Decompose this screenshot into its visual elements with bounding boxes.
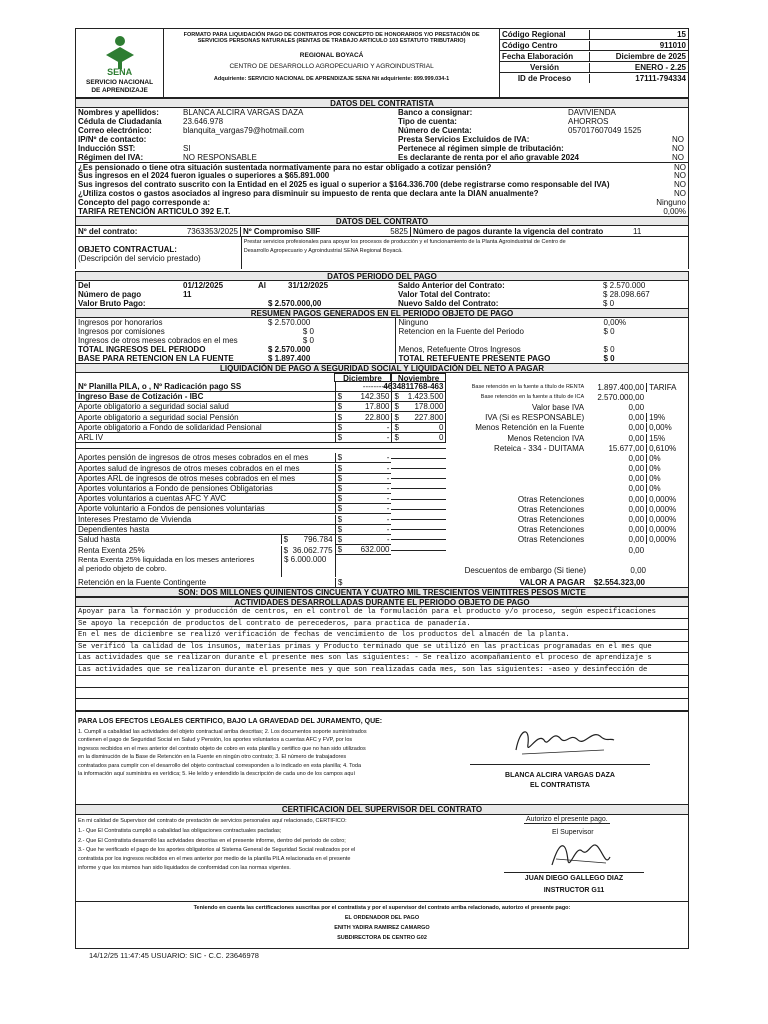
section-liquidacion: LIQUIDACIÓN DE PAGO A SEGURIDAD SOCIAL Y LIQUIDACIÓN DEL NETO A PAGAR bbox=[75, 363, 689, 373]
liquidacion-row: Aporte obligatorio a Fondo de solidaridad Pensional $ - $ 0 Menos Retención en la Fuente 0,00 0,00% bbox=[76, 423, 688, 433]
contratista-name: BLANCA ALCIRA VARGAS DAZA bbox=[505, 771, 615, 779]
contratista-grid bbox=[75, 108, 689, 162]
header-meta bbox=[499, 29, 688, 97]
col-noviembre: Noviembre bbox=[391, 373, 446, 382]
sena-logo-icon bbox=[100, 35, 140, 69]
liquidacion-row: Aporte voluntario a Fondos de pensiones voluntarias $ - Otras Retenciones 0,00 0,000% bbox=[76, 504, 688, 514]
actividad-line: Las actividades que se realizaron durante el presente mes y que son realizadas cada mes, son las siguientes: -aseo y desinfección de bbox=[76, 665, 688, 677]
form-title: SERVICIOS PERSONAS NATURALES (RENTAS DE TRABAJO ARTICULO 103 ESTATUTO TRIBUTARIO) bbox=[197, 38, 466, 44]
actividad-line: Se verificó la calidad de los insumos, materias primas y Producto terminado que se utilizó en las practicas programadas en el mes que bbox=[76, 642, 688, 654]
email-value: blanquita_vargas79@hotmail.com bbox=[183, 126, 305, 135]
actividad-line bbox=[76, 688, 688, 700]
logo-caption: DE APRENDIZAJE bbox=[91, 87, 148, 94]
liquidacion-row: Aportes salud de ingresos de otros meses cobrados en el mes $ - 0,00 0% bbox=[76, 464, 688, 474]
liquidacion-row: Salud hasta $ 796.784 $ - Otras Retenciones 0,00 0,000% bbox=[76, 535, 688, 545]
centro-name: CENTRO DE DESARROLLO AGROPECUARIO Y AGROINDUSTRIAL bbox=[229, 63, 434, 70]
supervisor-signature-icon bbox=[546, 835, 616, 873]
liquidacion-row: Ingreso Base de Cotización - IBC $ 142.350 $ 1.423.500 Base retención en la fuente a título de ICA 2.570.000,00 bbox=[78, 392, 645, 402]
regional-name: REGIONAL BOYACÁ bbox=[299, 52, 364, 59]
valor-a-pagar-label: VALOR A PAGAR bbox=[519, 577, 585, 587]
contratista-left: Nombres y apellidos: BLANCA ALCIRA VARGAS DAZA Cédula de Ciudadanía 23.646.978 Correo electrónico: blanquita_vargas79@hotmail.com IP/Nº de contacto: Inducción SST: SI Régimen del IVA: NO RESPONSABLE bbox=[78, 108, 305, 162]
logo-block bbox=[76, 29, 164, 97]
contrato-row: Nº del contrato: 7363353/2025 Nº Compromiso SIIF 5825 Número de pagos durante la vigencia del contrato 11 bbox=[75, 226, 689, 237]
liquidacion-row: Aportes voluntarios a Fondo de pensiones Obligatorias $ - 0,00 0% bbox=[76, 484, 688, 494]
supervisor-name: JUAN DIEGO GALLEGO DIAZ bbox=[524, 874, 624, 882]
section-contratista: DATOS DEL CONTRATISTA bbox=[75, 98, 689, 108]
meta-row: ID de Proceso 17111-794334 bbox=[500, 73, 688, 84]
certificacion-block: PARA LOS EFECTOS LEGALES CERTIFICO, BAJO LA GRAVEDAD DEL JURAMENTO, QUE: 1. Cumplí a cabalidad las actividades del objeto contractual arriba descritas; 2. Los documentos soporte suministrados contienen el pago de Seguridad Social en Salud y Pensión, los aportes voluntarios a cuentas AFC y FVP, por los ingresos recibidos en el mes anterior del contrato objeto de cobro en esta planilla y certifico que no han sido utilizados en la disminución de la Base de Retención en la Fuente en ningún otro contrato; 3. El número de trabajadores contratados para cumplir con el desarrollo del objeto contractual corresponden a lo indicado en esta planilla; 4. Toda la información aquí suministra es verídica; 5. He leído y entendido la descripción de cada uno de los campos aquí BLANCA ALCIRA VARGAS DAZA EL CONTRATISTA bbox=[75, 711, 689, 805]
liquidacion-row: Nº Planilla PILA, o , Nº Radicación pago SS ---------- 4634811768-463 Base retención en la fuente a título de RENTA 1.897.400,00 TARIFA bbox=[76, 382, 688, 392]
objeto-text: Prestar servicios profesionales para apoyar los procesos de producción y el funcionamiento de la Planta Agroindustrial de Centro de bbox=[243, 239, 566, 245]
supervisor-block: En mi calidad de Supervisor del contrato de prestación de servicios personales aquí relacionado, CERTIFICO: 1.- Que El Contratista cumplió a cabalidad las obligaciones contractuales pactadas; 2.- Que El Contratista desarrolló las actividades descritas en el presente informe, dentro del periodo de cobro; 3.- Que he verificado el pago de los aportes obligatorios al Sistema General de Seguridad Social realizados por el contratista por los ingresos recibidos en el mes anterior por medio de la planilla PILA relacionada en el presente informe y que los mismos han sido liquidados de conformidad con las normas vigentes. Autorizo el presente pago. El Supervisor JUAN DIEGO GALLEGO DIAZ INSTRUCTOR G11 bbox=[75, 815, 689, 902]
liquidacion-row: Reteica - 334 - DUITAMA 15.677,00 0,610% bbox=[76, 443, 688, 453]
actividades-list bbox=[75, 607, 689, 711]
periodo-grid: Del 01/12/2025 Al 31/12/2025 Número de pago 11 Valor Bruto Pago: $ 2.570.000,00 Saldo Anterior del Contrato: $ 2.570.000 Valor Total del Contrato: $ 28.098.667 Nuevo Saldo del Contrato: $ 0 bbox=[75, 281, 689, 308]
section-periodo: DATOS PERIODO DEL PAGO bbox=[75, 271, 689, 281]
liquidacion-row: Aporte obligatorio a seguridad social salud $ 17.800 $ 178.000 Valor base IVA 0,00 bbox=[78, 402, 645, 412]
liquidacion-row: Aportes voluntarios a cuentas AFC Y AVC $ - Otras Retenciones 0,00 0,000% bbox=[76, 494, 688, 504]
meta-row: Fecha Elaboración Diciembre de 2025 bbox=[502, 51, 686, 61]
form-title: FORMATO PARA LIQUIDACIÓN PAGO DE CONTRATOS POR CONCEPTO DE HONORARIOS Y/O PRESTACIÓN DE bbox=[183, 32, 480, 38]
objeto-text: Desarrollo Agropecuario y Agroindustrial SENA Regional Boyacá. bbox=[243, 248, 403, 254]
form-header bbox=[75, 28, 689, 98]
contratista-signature-icon bbox=[508, 720, 618, 762]
objeto-row: OBJETO CONTRACTUAL: (Descripción del servicio prestado) Prestar servicios profesionales para apoyar los procesos de producción y el funcionamiento de la Planta Agroindustrial de Centro de Desarrollo Agropecuario y Agroindustrial SENA Regional Boyacá. bbox=[75, 237, 689, 269]
logo-text: SENA bbox=[107, 67, 133, 77]
meta-row: Código Centro 911010 bbox=[502, 40, 686, 50]
meta-row: Versión ENERO - 2.25 bbox=[500, 62, 688, 73]
actividad-line bbox=[76, 676, 688, 688]
col-diciembre: Diciembre bbox=[334, 373, 391, 382]
liquidacion-row: ARL IV $ - $ 0 Menos Retencion IVA 0,00 15% bbox=[76, 433, 688, 443]
adquiriente: Adquiriente: SERVICIO NACIONAL DE APRENDIZAJE SENA Nit adquiriente: 899.999.034-1 bbox=[213, 76, 450, 82]
liquidacion-row: Renta Exenta 25% $ 36.062.775 $ 632.000 0,00 bbox=[78, 545, 645, 555]
objeto-label: OBJETO CONTRACTUAL: bbox=[78, 245, 177, 254]
actividad-line bbox=[76, 699, 688, 711]
actividad-line: Apoyar para la formación y producción de centros, en el control de la formulación para el producto y/o proceso, según especificaciones bbox=[76, 607, 688, 619]
liquidacion-row: Aportes ARL de ingresos de otros meses cobrados en el mes $ - 0,00 0% bbox=[76, 474, 688, 484]
contratista-right: Banco a consignar: DAVIVIENDA Tipo de cuenta: AHORROS Número de Cuenta: 057017607049 1525 Presta Servicios Excluidos de IVA: NO Pertenece al régimen simple de tributación: NO Es declarante de renta por el año gravable 2024 NO bbox=[398, 108, 684, 162]
liquidacion-row: Dependientes hasta $ - Otras Retenciones 0,00 0,000% bbox=[76, 525, 688, 535]
resumen-grid: Ingresos por honorarios $ 2.570.000 Ingresos por comisiones $ 0 Ingresos de otros meses cobrados en el mes $ 0 TOTAL INGRESOS DEL PERIODO $ 2.570.000 BASE PARA RETENCION EN LA FUENTE $ 1.897.400 Ninguno 0,00% Retencion en la Fuente del Periodo $ 0 Menos, Retefuente Otros Ingresos $ 0 TOTAL RETEFUENTE PRESENTE PAGO $ 0 bbox=[75, 318, 689, 363]
son-line: SON: DOS MILLONES QUINIENTOS CINCUENTA Y CUATRO MIL TRESCIENTOS VEINTITRES PESOS M/CTE bbox=[75, 587, 689, 597]
liquidacion-row: Aporte obligatorio a seguridad social Pensión $ 22.800 $ 227.800 IVA (Si es RESPONSABLE) 0,00 19% bbox=[76, 413, 688, 423]
contratista-questions: ¿Es pensionado o tiene otra situación sustentada normativamente para no estar obligado a cotizar pensión? NO Sus ingresos en el 2024 fueron iguales o superiores a $65.891.000 NO Sus ingresos del contrato suscrito con la Entidad en el 2025 es igual o superior a $164.336.700 (debe registrarse como responsable del IVA) NO ¿Utiliza costos o gastos asociados al ingreso para disminuir su impuesto de renta que declara ante la DIAN anualmente? NO Concepto del pago corresponde a: Ninguno TARIFA RETENCIÓN ARTICULO 392 E.T. 0,00% bbox=[75, 162, 689, 216]
footer-stamp: 14/12/25 11:47:45 USUARIO: SIC - C.C. 23646978 bbox=[89, 950, 259, 960]
ordenador-block: Teniendo en cuenta las certificaciones suscritas por el contratista y por el supervisor del contrato arriba relacionado, autorizo el presente pago: EL ORDENADOR DEL PAGO ENITH YADIRA RAMIREZ CAMARGO SUBDIRECTORA DE CENTRO G02 bbox=[75, 902, 689, 949]
actividad-line: En el mes de diciembre se realizó verificación de fechas de vencimiento de los productos del almacén de la planta. bbox=[76, 630, 688, 642]
liquidation-form: SENA SERVICIO NACIONAL DE APRENDIZAJE FORMATO PARA LIQUIDACIÓN PAGO DE CONTRATOS POR CONCEPTO DE HONORARIOS Y/O PRESTACIÓN DE SERVICIOS PERSONAS NATURALES (RENTAS DE TRABAJO ARTICULO 103 ESTATUTO TRIBUTARIO) REGIONAL BOYACÁ CENTRO DE DESARROLLO AGROPECUARIO Y AGROINDUSTRIAL Adquiriente: SERVICIO NACIONAL DE APRENDIZAJE SENA Nit adquiriente: 899.999.034-1 Código Regional 15 Código Centro 911010 Fecha Elaboración Diciembre de 2025 Versión ENERO - 2.25 ID de Proceso 17111-794334 DATOS DEL CONTRATISTA Nombres y apellidos: BLANCA ALCIRA VARGAS DAZA Cédula de Ciudadanía 23.646.978 Correo electrónico: blanquita_vargas79@hotmail.com IP/Nº de contacto: Inducción SST: SI Régimen del IVA: NO RESPONSABLE Banco a consignar: DAVIVIENDA Tipo de cuenta: AHORROS Número de Cuenta: 057017607049 1525 Presta Servicios Excluidos de IVA: NO Pertenece al régimen simple de tributación: NO Es declarante de renta por el año gravable 2024 NO ¿Es pensionado o tiene otra situación sustentada normativamente para no estar obligado a cotizar pensión? NO Sus ingresos en el 2024 fueron iguales o superiores a $65.891.000 NO Sus ingresos del contrato suscrito con la Entidad en el 2025 es igual o superior a $164.336.700 (debe registrarse como responsable del IVA) NO ¿Utiliza costos o gastos asociados al ingreso para disminuir su impuesto de renta que declara ante la DIAN anualmente? NO Concepto del pago corresponde a: Ninguno TARIFA RETENCIÓN ARTICULO 392 E.T. 0,00% DATOS DEL CONTRATO Nº del contrato: 7363353/2025 Nº Compromiso SIIF 5825 Número de pagos durante la vigencia del contrato 11 OBJETO CONTRACTUAL: (Descripción del servicio prestado) Prestar servicios profesionales para apoyar los procesos de producción y el funcionamiento de la Planta Agroindustrial de Centro de Desarrollo Agropecuario y Agroindustrial SENA Regional Boyacá. DATOS PERIODO DEL PAGO Del 01/12/2025 Al 31/12/2025 Número de pago 11 Valor Bruto Pago: $ 2.570.000,00 Saldo Anterior del Contrato: $ 2.570.000 Valor Total del Contrato: $ 28.098.667 Nuevo Saldo del Contrato: $ 0 RESUMEN PAGOS GENERADOS EN EL PERIODO OBJETO DE PAGO Ingresos por honorarios $ 2.570.000 Ingresos por comisiones $ 0 Ingresos de otros meses cobrados en el mes $ 0 TOTAL INGRESOS DEL PERIODO $ 2.570.000 BASE PARA RETENCION EN LA FUENTE $ 1.897.400 Ninguno 0,00% Retencion en la Fuente del Periodo $ 0 Menos, Retefuente Otros Ingresos $ 0 TOTAL RETEFUENTE PRESENTE PAGO $ 0 LIQUIDACIÓN DE PAGO A SEGURIDAD SOCIAL Y LIQUIDACIÓN DEL NETO A PAGAR Diciembre Noviembre Nº Planilla PILA, o , Nº Radicación pago SS ---------- 4634811768-463 Base retención en la fuente a título de RENTA 1.897.400,00 TARIFA Ingreso Base de Cotización - IBC $ 142.350 $ 1.423.500 Base retención en la fuente a título de ICA 2.570.000,00 Aporte obligatorio a seguridad social salud $ 17.800 $ 178.000 Valor base IVA 0,00 Aporte obligatorio a seguridad social Pensión $ 22.800 $ 227.800 IVA (Si es RESPONSABLE) 0,00 19% Aporte obligatorio a Fondo de solidaridad Pensional $ - $ 0 Menos Retención en la Fuente 0,00 0,00% ARL IV $ - $ 0 Menos Retencion IVA 0,00 15% Reteica - 334 - DUITAMA 15.677,00 0,610% Aportes pensión de ingresos de otros meses cobrados en el mes $ - 0,00 0% Aportes salud de ingresos de otros meses cobrados en el mes $ - 0,00 0% Aportes ARL de ingresos de otros meses cobrados en el mes $ - 0,00 0% Aportes voluntarios a Fondo de pensiones Obligatorias $ - 0,00 0% Aportes voluntarios a cuentas AFC Y AVC $ - Otras Retenciones 0,00 0,000% Aporte voluntario a Fondos de pensiones voluntarias $ - Otras Retenciones 0,00 0,000% Intereses Prestamo de Vivienda $ - Otras Retenciones 0,00 0,000% Dependientes hasta $ - Otras Retenciones 0,00 0,000% Salud hasta $ 796.784 $ - Otras Retenciones 0,00 0,000% Renta Exenta 25% $ 36.062.775 $ 632.000 0,00 Renta Exenta 25% liquidada en los meses anteriores al periodo objeto de cobro. $ 6.000.000 Descuentos de embargo (Si tiene) 0,00 Retención en la Fuente Contingente $ VALOR A PAGAR $2.554.323,00 SON: DOS MILLONES QUINIENTOS CINCUENTA Y CUATRO MIL TRESCIENTOS VEINTITRES PESOS M/CTE ACTIVIDADES DESARROLLADAS DURANTE EL PERIODO OBJETO DE PAGO Apoyar para la formación y producción de centros, en el control de la formulación para el producto y/o proceso, según especificaciones Se apoyo la recepción de productos del contrato de perecederos, para practica de panadería. En el mes de diciembre se realizó verificación de fechas de vencimiento de los productos del almacén de la planta. Se verificó la calidad de los insumos, materias primas y Producto terminado que se utilizó en las practicas programadas en el mes que Las actividades que se realizaron durante el presente mes son las siguientes: - Se realizo acompañamiento el proceso de aprendizaje s Las actividades que se realizaron durante el presente mes y que son realizadas cada mes, son las siguientes: -aseo y desinfección de PARA LOS EFECTOS LEGALES CERTIFICO, BAJO LA GRAVEDAD DEL JURAMENTO, QUE: 1. Cumplí a cabalidad las actividades del objeto contractual arriba descritas; 2. Los documentos soporte suministrados contienen el pago de Seguridad Social en Salud y Pensión, los aportes voluntarios a cuentas AFC y FVP, por los ingresos recibidos en el mes anterior del contrato objeto de cobro en esta planilla y certifico que no han sido utilizados en la disminución de la Base de Retención en la Fuente en ningún otro contrato; 3. El número de trabajadores contratados para cumplir con el desarrollo del objeto contractual corresponden a lo indicado en esta planilla; 4. Toda la información aquí suministra es verídica; 5. He leído y entendido la descripción de cada uno de los campos aquí BLANCA ALCIRA VARGAS DAZA EL CONTRATISTA CERTIFICACION DEL SUPERVISOR DEL CONTRATO En mi calidad de Supervisor del contrato de prestación de servicios personales aquí relacionado, CERTIFICO: 1.- Que El Contratista cumplió a cabalidad las obligaciones contractuales pactadas; 2.- Que El Contratista desarrolló las actividades descritas en el presente informe, dentro del periodo de cobro; 3.- Que he verificado el pago de los aportes obligatorios al Sistema General de Seguridad Social realizados por el contratista por los ingresos recibidos en el mes anterior por medio de la planilla PILA relacionada en el presente informe y que los mismos han sido liquidados de conformidad con las normas vigentes. Autorizo el presente pago. El Supervisor JUAN DIEGO GALLEGO DIAZ INSTRUCTOR G11 Teniendo en cuenta las certificaciones suscritas por el contratista y por el supervisor del contrato arriba relacionado, autorizo el presente pago: EL ORDENADOR DEL PAGO ENITH YADIRA RAMIREZ CAMARGO SUBDIRECTORA DE CENTRO G02 14/12/25 11:47:45 USUARIO: SIC - C.C. 23646978 bbox=[75, 28, 689, 960]
actividad-line: Las actividades que se realizaron durante el presente mes son las siguientes: - Se realizo acompañamiento el proceso de aprendizaje s bbox=[76, 653, 688, 665]
liquidacion-row: Aportes pensión de ingresos de otros meses cobrados en el mes $ - 0,00 0% bbox=[76, 453, 688, 463]
ordenador-name: ENITH YADIRA RAMIREZ CAMARGO bbox=[334, 924, 430, 931]
actividad-line: Se apoyo la recepción de productos del contrato de perecederos, para practica de panadería. bbox=[76, 619, 688, 631]
section-resumen: RESUMEN PAGOS GENERADOS EN EL PERIODO OBJETO DE PAGO bbox=[75, 308, 689, 318]
section-contrato: DATOS DEL CONTRATO bbox=[75, 216, 689, 226]
meta-row: Código Regional 15 bbox=[502, 29, 686, 39]
liquidacion-table bbox=[75, 373, 689, 555]
section-actividades: ACTIVIDADES DESARROLLADAS DURANTE EL PERIODO OBJETO DE PAGO bbox=[75, 597, 689, 607]
valor-a-pagar: $2.554.323,00 bbox=[593, 577, 645, 587]
section-supervisor: CERTIFICACION DEL SUPERVISOR DEL CONTRATO bbox=[75, 805, 689, 815]
liquidacion-row: Intereses Prestamo de Vivienda $ - Otras Retenciones 0,00 0,000% bbox=[76, 514, 688, 524]
logo-caption: SERVICIO NACIONAL bbox=[86, 79, 154, 86]
header-titles bbox=[164, 29, 499, 97]
